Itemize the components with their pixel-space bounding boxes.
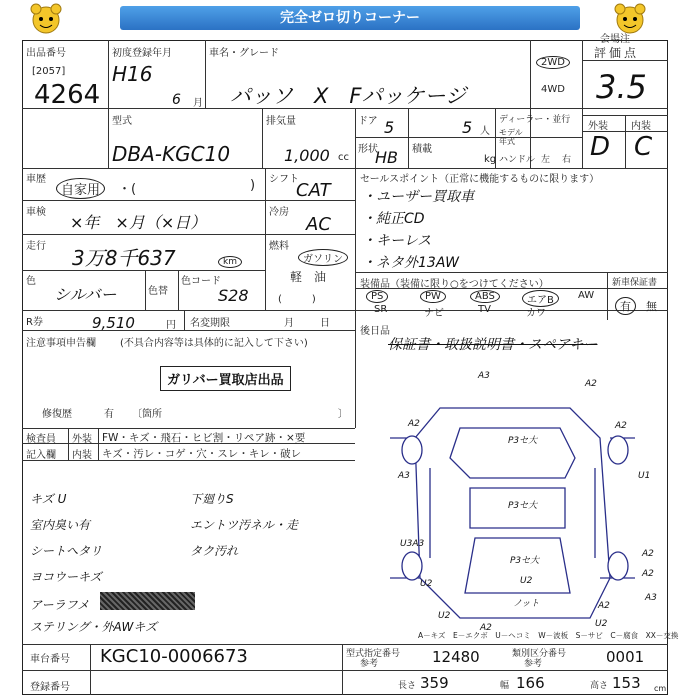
height-label: 高さ (590, 681, 609, 691)
banner-title: 完全ゼロ切りコーナー (120, 6, 580, 30)
chassis-value: KGC10-0006673 (100, 646, 248, 667)
ac-value: AC (306, 214, 331, 235)
mileage-value: 3万8千637 (72, 246, 176, 270)
inspector-int-items: キズ・汚レ・コゲ・穴・スレ・キレ・破レ (102, 448, 302, 460)
displacement-unit: cc (338, 152, 349, 163)
shape-value: HB (375, 148, 399, 167)
selling-point-1: ・ユーザー買取車 (362, 189, 474, 205)
mascot-left-icon (28, 2, 64, 36)
inspector-ext-items: FW・キズ・飛石・ヒビ割・リペア跡・×要 (102, 432, 306, 444)
displacement-label: 排気量 (266, 116, 296, 127)
width-label: 幅 (500, 681, 510, 691)
diagram-label: A2 (480, 623, 492, 633)
shift-label: シフト (269, 174, 299, 185)
history-paren-open: ・( (118, 182, 137, 197)
legend: A－キズ E－エクボ U－ヘコミ W－波板 S－サビ C－腐食 XX－交換 (418, 631, 679, 640)
tax-value: 9,510 (92, 314, 135, 332)
ac-label: 冷房 (269, 207, 289, 218)
tax-day: 日 (320, 318, 330, 329)
repair-location: 〔箇所 (132, 409, 162, 420)
handle-label: ハンドル (499, 155, 536, 165)
diagram-label: A3 (398, 471, 410, 481)
equip-aw: AW (578, 290, 595, 301)
drive-2wd: 2WD (536, 56, 570, 69)
width-value: 166 (516, 674, 545, 692)
diagram-label: U2 (595, 619, 608, 629)
repair-close: 〕 (338, 409, 348, 420)
color-code: S28 (218, 286, 249, 305)
type-number-sub: 参考 (360, 659, 379, 669)
diagram-label: U2 (438, 611, 451, 621)
chassis-label: 車台番号 (30, 654, 70, 665)
displacement-value: 1,000 (284, 146, 330, 165)
selling-point-4: ・ネタ外13AW (362, 255, 459, 271)
equip-abs: ABS (470, 290, 500, 303)
equip-sr: SR (374, 304, 388, 315)
handle-left: 左 (541, 155, 551, 165)
height-value: 153 (612, 674, 641, 692)
tax-label: R券 (26, 317, 43, 328)
comment-left-4: ヨコウーキズ (30, 570, 102, 584)
class-number-value: 0001 (606, 648, 645, 666)
fuel-diesel: 軽 油 (290, 270, 327, 284)
selling-label: セールスポイント（正常に機能するものに限ります） (360, 174, 600, 185)
grade-int: C (634, 132, 653, 162)
diagram-label: P3セ大 (508, 501, 538, 511)
color-code-label: 色コード (181, 276, 221, 287)
model-year-label: モデル年式 (499, 128, 523, 146)
comment-right-3: タク汚れ (190, 544, 239, 558)
diagram-label: U1 (638, 471, 651, 481)
type-number-value: 12480 (432, 648, 480, 666)
selling-point-3: ・キーレス (362, 233, 432, 249)
grade-ext: D (590, 132, 611, 162)
diagram-label: U2 (520, 576, 533, 586)
grade-ext-label: 外装 (588, 121, 608, 132)
equip-leather: カワ (526, 308, 546, 319)
diagram-label: A2 (408, 419, 420, 429)
comment-right-2: エントツ汚ネル・走 (190, 518, 299, 532)
tax-month: 月 (284, 318, 294, 329)
grade-value: 3.5 (596, 68, 647, 106)
diagram-label: A2 (598, 601, 610, 611)
color-value: シルバー (54, 285, 117, 304)
inspection-label: 車検 (26, 207, 46, 218)
diagram-label: A2 (585, 379, 597, 389)
guarantee-yes: 有 (615, 297, 636, 315)
dealer-label: ディーラー・並行 (499, 115, 571, 125)
diagram-label: A3 (478, 371, 490, 381)
comment-left-3: シートへタリ (30, 544, 103, 558)
shift-value: CAT (296, 180, 331, 201)
comment-right-1: 下廻りS (190, 492, 234, 506)
model-label: 型式 (112, 116, 132, 127)
repair-label: 修復歴 (42, 409, 72, 420)
car-name: パッソ X Fパッケージ (230, 84, 467, 108)
tax-unit: 円 (166, 320, 176, 331)
length-value: 359 (420, 674, 449, 692)
diagram-label: P3セ大 (508, 436, 538, 446)
model-value: DBA-KGC10 (112, 142, 231, 166)
lot-number: 4264 (34, 80, 101, 110)
fuel-other: ( ) (278, 294, 316, 305)
comment-left-5: アーラフメ (30, 598, 90, 612)
first-reg-month: 6 (172, 92, 181, 108)
load-label: 積載 (412, 144, 432, 155)
inspector-entry-label: 記入欄 (26, 450, 56, 461)
mileage-label: 走行 (26, 241, 46, 252)
load-unit: kg (484, 154, 497, 165)
comment-left-6: ステリング・外AWキズ (30, 620, 158, 634)
scribble (100, 592, 195, 610)
equip-airbag: エアB (522, 290, 559, 307)
diagram-label: ノット (513, 599, 540, 609)
diagram-label: U3A3 (400, 539, 425, 549)
shape-label: 形状 (358, 144, 378, 155)
first-reg-value: H16 (112, 62, 153, 86)
color-label: 色 (26, 276, 36, 287)
equip-navi: ナビ (424, 308, 444, 319)
inspector-label: 検査員 (26, 434, 56, 445)
reg-number-label: 登録番号 (30, 682, 70, 693)
notes-hint: (不具合内容等は具体的に記入して下さい) (120, 338, 308, 349)
corner-tag: 会場注 (600, 34, 630, 45)
guarantee-label: 新車保証書 (612, 278, 658, 288)
diagram-label: P3セ大 (510, 556, 540, 566)
history-label: 車歴 (26, 174, 46, 185)
diagram-label: A2 (615, 421, 627, 431)
color-change-label: 色替 (148, 286, 168, 297)
history-value: 自家用 (56, 178, 105, 199)
equipment-label: 装備品（装備に限り○をつけてください） (360, 279, 549, 290)
equip-pw: PW (420, 290, 446, 303)
inspection-value: ×年 ×月（×日） (70, 213, 207, 232)
type-number-label: 型式指定番号 (346, 649, 401, 659)
first-reg-month-unit: 月 (193, 98, 203, 109)
rear-seat-value: 保証書・取扱説明書・スペアキー (388, 337, 598, 353)
length-label: 長さ (398, 681, 417, 691)
lot-label: 出品番号 (26, 48, 66, 59)
notes-label: 注意事項申告欄 (26, 338, 96, 349)
diagram-label: A3 (645, 593, 657, 603)
doors-label: ドア (358, 116, 378, 127)
history-paren-close: ) (250, 178, 256, 193)
car-damage-diagram (380, 368, 670, 643)
grade-int-label: 内装 (631, 121, 651, 132)
equip-tv: TV (478, 304, 491, 315)
spec-unit: cm (654, 684, 667, 693)
mileage-unit: km (218, 256, 242, 268)
lot-year-code: [2057] (32, 66, 66, 77)
diagram-label: A2 (642, 569, 654, 579)
class-number-label: 類別区分番号 (512, 649, 567, 659)
selling-point-2: ・純正CD (362, 211, 425, 227)
car-label: 車名・グレード (209, 48, 279, 59)
inspector-ext-label: 外装 (72, 434, 92, 445)
inspector-int-label: 内装 (72, 450, 92, 461)
first-reg-label: 初度登録年月 (112, 48, 172, 59)
grade-label: 評価点 (594, 46, 640, 60)
class-number-sub: 参考 (524, 659, 543, 669)
notes-stamp: ガリバー買取店出品 (160, 366, 291, 391)
diagram-label: U2 (420, 579, 433, 589)
fuel-label: 燃料 (269, 241, 289, 252)
comment-left-2: 室内臭い有 (30, 518, 91, 532)
fuel-gasoline: ガソリン (298, 249, 348, 266)
comment-left-1: キズ U (30, 492, 67, 506)
handle-right: 右 (562, 155, 572, 165)
capacity-value: 5 (462, 118, 473, 137)
doors-value: 5 (384, 118, 395, 137)
diagram-label: A2 (642, 549, 654, 559)
drive-4wd: 4WD (541, 84, 565, 95)
capacity-unit: 人 (480, 126, 490, 137)
rear-seat-label: 後日品 (360, 326, 390, 337)
tax-expiry-label: 名変期限 (190, 318, 230, 329)
guarantee-no: 無 (646, 300, 657, 313)
repair-value: 有 (104, 409, 114, 420)
equip-ps: PS (366, 290, 388, 303)
